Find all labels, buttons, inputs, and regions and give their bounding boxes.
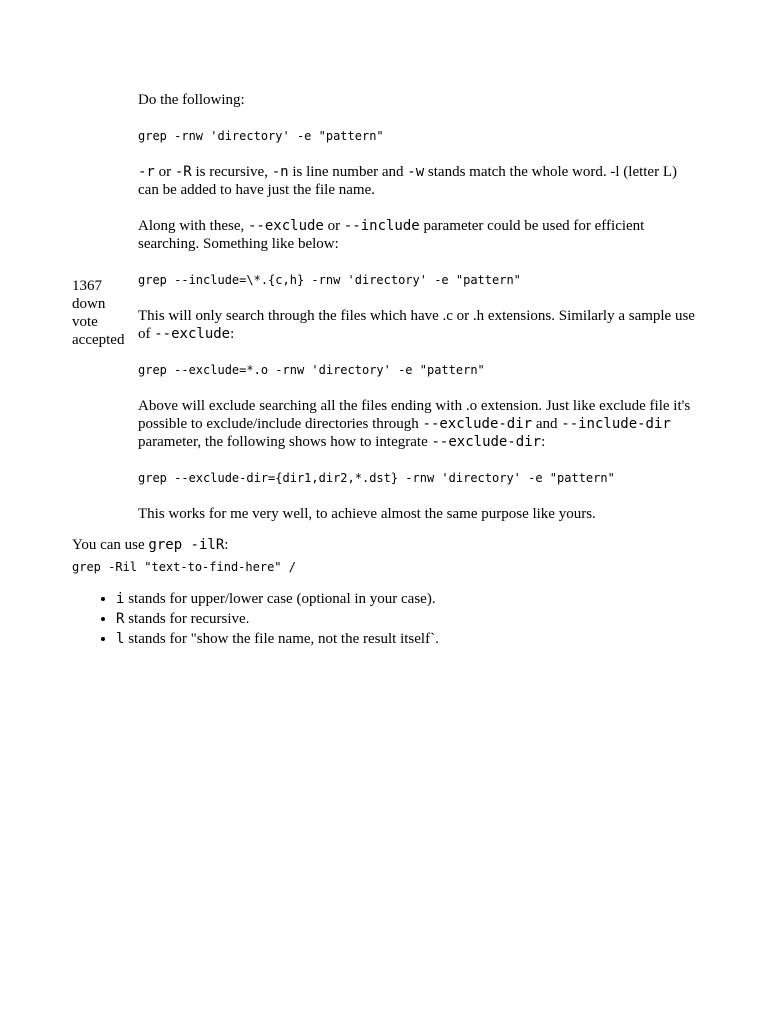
text: Along with these, — [138, 218, 248, 234]
vote-count: 1367 — [72, 278, 102, 294]
text: Above will exclude searching all the files ending with .o extension. Just like exclude file it's possible to exclude/include directories through — [138, 398, 691, 432]
text: stands for upper/lower case (optional in your case). — [124, 591, 436, 607]
second-intro — [72, 536, 698, 554]
text: : — [230, 326, 235, 342]
inline-code: -w — [407, 164, 425, 180]
text: stands match the whole word. -l (letter L) can be added to have just the file name. — [138, 164, 677, 198]
inline-code: -R — [174, 164, 192, 180]
code-block-include: grep --include=\*.{c,h} -rnw 'directory' -e "pattern" — [138, 273, 521, 287]
inline-code: --exclude-dir — [431, 434, 542, 450]
list-item — [116, 590, 698, 608]
text: and — [532, 416, 562, 432]
inline-code: R — [116, 611, 125, 627]
inline-code: i — [116, 591, 125, 607]
inline-code: grep -ilR — [148, 537, 225, 553]
inline-code: --include-dir — [561, 416, 671, 432]
text: is line number and — [288, 164, 408, 180]
inline-code: -r — [138, 164, 155, 180]
intro-paragraph: Do the following: — [138, 92, 245, 108]
text: is recursive, — [191, 164, 272, 180]
code-block-exclude: grep --exclude=*.o -rnw 'directory' -e "pattern" — [138, 363, 485, 377]
second-answer — [72, 536, 698, 650]
exclude-include-paragraph — [138, 217, 698, 253]
text: or — [323, 218, 344, 234]
text: parameter could be used for efficient searching. Something like below: — [138, 218, 645, 252]
closing-paragraph: This works for me very well, to achieve almost the same purpose like yours. — [138, 506, 596, 522]
inline-code: l — [116, 631, 125, 647]
text: stands for recursive. — [124, 611, 250, 627]
text: : — [541, 434, 546, 450]
inline-code: --exclude — [248, 218, 324, 234]
accepted-label: accepted — [72, 332, 125, 348]
down-vote-label[interactable]: down — [72, 296, 106, 312]
flag-list — [72, 590, 698, 648]
answer-body — [138, 91, 698, 541]
vote-cell — [72, 277, 132, 349]
inline-code: -n — [271, 164, 289, 180]
list-item — [116, 610, 698, 628]
inline-code: --include — [343, 218, 420, 234]
text: or — [154, 164, 175, 180]
inline-code: --exclude — [154, 326, 231, 342]
text: parameter, the following shows how to integrate — [138, 434, 432, 450]
text: You can use — [72, 537, 149, 553]
code-block-ril: grep -Ril "text-to-find-here" / — [72, 560, 296, 574]
text: : — [224, 537, 229, 553]
text: This will only search through the files which have .c or .h extensions. Similarly a sample use of — [138, 308, 695, 342]
text: stands for "show the file name, not the result itself`. — [124, 631, 439, 647]
list-item — [116, 630, 698, 648]
code-block-exclude-dir: grep --exclude-dir={dir1,dir2,*.dst} -rnw 'directory' -e "pattern" — [138, 471, 615, 485]
flags-paragraph — [138, 163, 698, 199]
inline-code: --exclude-dir — [422, 416, 533, 432]
exclude-dir-paragraph — [138, 397, 698, 451]
code-block-basic: grep -rnw 'directory' -e "pattern" — [138, 129, 384, 143]
extensions-paragraph — [138, 307, 698, 343]
vote-label: vote — [72, 314, 98, 330]
